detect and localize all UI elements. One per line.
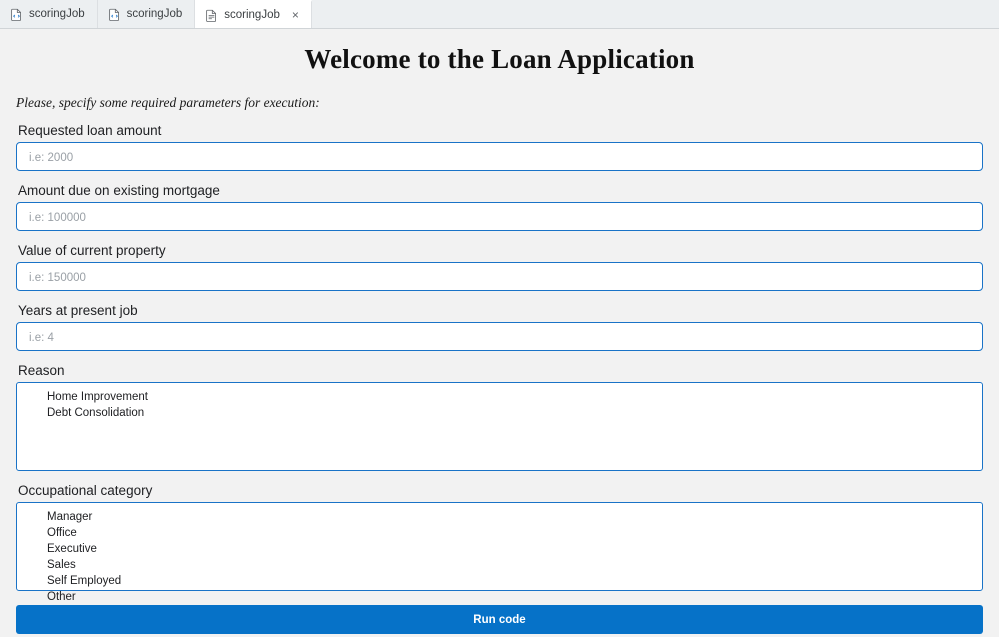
tab-label: scoringJob xyxy=(126,8,183,20)
reason-listbox[interactable] xyxy=(16,382,983,471)
value-current-property-input[interactable] xyxy=(16,262,983,291)
page-subtitle: Please, specify some required parameters for execution: xyxy=(16,95,320,110)
label-years-at-present-job: Years at present job xyxy=(18,303,138,318)
label-requested-loan-amount: Requested loan amount xyxy=(18,123,162,138)
occupational-category-listbox[interactable] xyxy=(16,502,983,603)
file-code-icon xyxy=(108,8,121,21)
list-item[interactable]: Home Improvement xyxy=(47,391,148,403)
label-value-current-property: Value of current property xyxy=(18,243,166,258)
years-at-present-job-input[interactable] xyxy=(16,322,983,351)
label-reason: Reason xyxy=(18,363,65,378)
tab-bar xyxy=(0,0,999,29)
amount-due-existing-mortgage-input[interactable] xyxy=(16,202,983,231)
list-item[interactable]: Manager xyxy=(47,511,93,523)
tab-label: scoringJob xyxy=(224,9,280,21)
file-code-icon xyxy=(10,8,23,21)
tab-scoringjob-3-active[interactable] xyxy=(195,0,312,28)
tab-scoringjob-2[interactable] xyxy=(98,0,196,28)
close-icon[interactable]: × xyxy=(291,8,299,22)
list-item[interactable]: Office xyxy=(47,527,77,539)
tab-scoringjob-1[interactable] xyxy=(0,0,98,28)
requested-loan-amount-input[interactable] xyxy=(16,142,983,171)
list-item[interactable]: Executive xyxy=(47,543,97,555)
label-occupational-category: Occupational category xyxy=(18,483,153,498)
page-content xyxy=(0,44,999,634)
tab-label: scoringJob xyxy=(29,8,85,20)
run-code-button[interactable]: Run code xyxy=(16,605,983,634)
list-item[interactable]: Other xyxy=(47,591,76,603)
list-item[interactable]: Sales xyxy=(47,559,76,571)
page-title: Welcome to the Loan Application xyxy=(304,44,695,74)
list-item[interactable]: Self Employed xyxy=(47,575,122,587)
label-amount-due-existing-mortgage: Amount due on existing mortgage xyxy=(18,183,220,198)
list-item[interactable]: Debt Consolidation xyxy=(47,407,145,419)
file-doc-icon xyxy=(205,9,218,22)
